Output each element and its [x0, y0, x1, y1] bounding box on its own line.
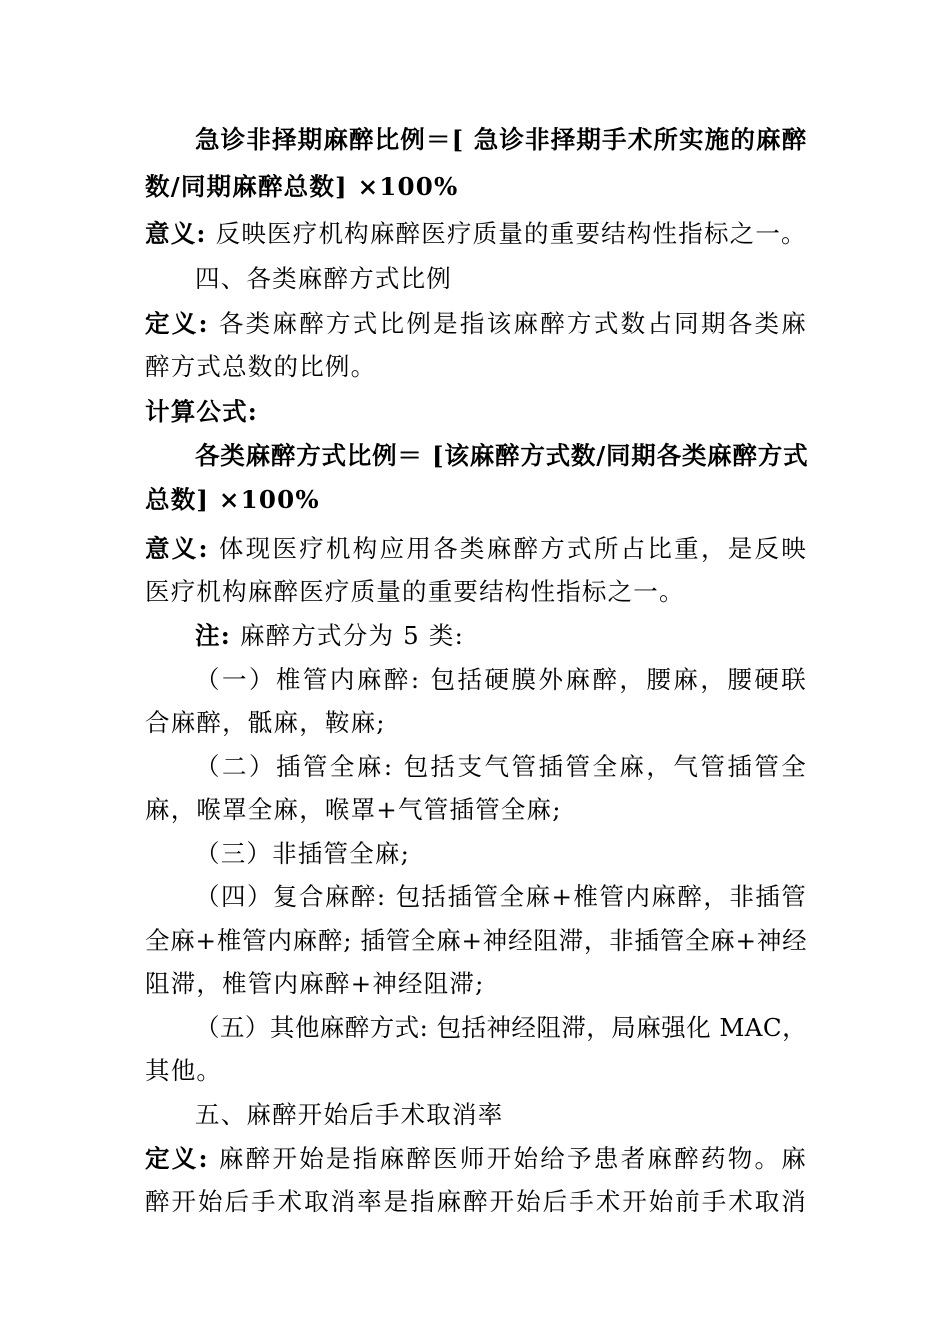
note-paragraph — [195, 620, 807, 652]
definition-text: 醉方式总数的比例。 — [145, 352, 377, 381]
section-heading: 四、各类麻醉方式比例 — [195, 264, 452, 293]
list-item: 其他。 — [145, 1056, 223, 1085]
meaning-paragraph — [145, 533, 807, 565]
list-item: （五）其他麻醉方式: 包括神经阻滞，局麻强化 MAC， — [195, 1013, 807, 1042]
list-item: （二）插管全麻: 包括支气管插管全麻，气管插管全 — [195, 752, 807, 781]
formula-line: 各类麻醉方式比例＝ [该麻醉方式数/同期各类麻醉方式 — [195, 441, 809, 470]
definition-text: 各类麻醉方式比例是指该麻醉方式数占同期各类麻 — [218, 309, 807, 338]
list-item: （三）非插管全麻; — [195, 839, 411, 868]
definition-text: 麻醉开始是指麻醉医师开始给予患者麻醉药物。麻 — [218, 1144, 807, 1173]
formula-line: 急诊非择期麻醉比例＝[ 急诊非择期手术所实施的麻醉 — [195, 125, 807, 154]
formula-line: 数/同期麻醉总数] ×100% — [145, 172, 459, 201]
meaning-text: 体现医疗机构应用各类麻醉方式所占比重，是反映 — [218, 534, 807, 563]
calc-formula-label: 计算公式: — [145, 397, 259, 426]
meaning-text: 反映医疗机构麻醉医疗质量的重要结构性指标之一。 — [215, 219, 807, 248]
note-text: 麻醉方式分为 5 类: — [239, 621, 465, 650]
definition-paragraph — [145, 1143, 807, 1175]
section-heading: 五、麻醉开始后手术取消率 — [195, 1100, 504, 1129]
note-label: 注: — [195, 621, 231, 650]
meaning-text: 医疗机构麻醉医疗质量的重要结构性指标之一。 — [145, 577, 685, 606]
meaning-label: 意义: — [145, 219, 207, 248]
list-item: 麻，喉罩全麻，喉罩+气管插管全麻; — [145, 795, 562, 824]
list-item: （四）复合麻醉: 包括插管全麻+椎管内麻醉，非插管 — [195, 882, 807, 911]
meaning-label: 意义: — [145, 534, 209, 563]
list-item: 全麻+椎管内麻醉; 插管全麻+神经阻滞，非插管全麻+神经 — [145, 926, 807, 955]
definition-label: 定义: — [145, 1144, 209, 1173]
definition-label: 定义: — [145, 309, 209, 338]
definition-paragraph — [145, 308, 807, 340]
list-item: 合麻醉，骶麻，鞍麻; — [145, 708, 386, 737]
list-item: （一）椎管内麻醉: 包括硬膜外麻醉，腰麻，腰硬联 — [195, 665, 807, 694]
formula-line: 总数] ×100% — [145, 485, 320, 514]
definition-text: 醉开始后手术取消率是指麻醉开始后手术开始前手术取消 — [145, 1187, 807, 1216]
meaning-paragraph — [145, 218, 807, 250]
list-item: 阻滞，椎管内麻醉+神经阻滞; — [145, 969, 485, 998]
